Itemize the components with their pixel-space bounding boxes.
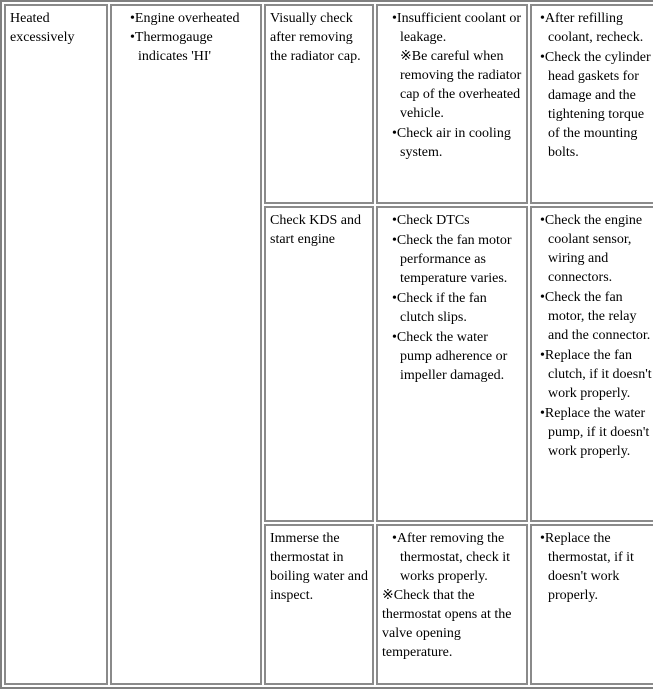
list-item: • Engine overheated [130,9,257,28]
list-item: • Thermogauge indicates 'HI' [130,28,257,66]
list-item: • Check the water pump adherence or impeller damaged. [392,328,523,385]
symptom-cell [4,4,108,685]
list-item: • Check the engine coolant sensor, wiring and connectors. [540,211,653,287]
causes-list [382,529,523,586]
causes-list [392,9,523,47]
remedies-cell [530,524,653,685]
causes-cell [376,206,528,522]
remedies-list [540,529,653,605]
signs-cell [110,4,262,685]
caution-note: ※Check that the thermostat opens at the valve opening temperature. [382,588,512,660]
table-row [4,4,653,204]
list-item: • Check air in cooling system. [392,124,523,162]
check-text: Immerse the thermostat in boiling water and inspect. [270,531,368,603]
check-cell [264,4,374,204]
list-item: • Replace the thermostat, if it doesn't work properly. [540,529,653,605]
remedies-list [540,211,653,461]
causes-cell [376,4,528,204]
list-item: • Check the cylinder head gaskets for damage and the tightening torque of the mounting bolts. [540,48,653,162]
list-item: • After removing the thermostat, check it works properly. [392,529,523,586]
check-text: Visually check after removing the radiator cap. [270,11,361,64]
causes-list [392,211,523,385]
list-item: • Check the fan motor performance as temperature varies. [392,231,523,288]
remedies-cell [530,4,653,204]
check-cell [264,524,374,685]
check-text: Check KDS and start engine [270,213,361,247]
symptom-text: Heated excessively [10,11,75,45]
list-item: • Check DTCs [392,211,523,230]
remedies-cell [530,206,653,522]
list-item: • Replace the fan clutch, if it doesn't work properly. [540,346,653,403]
check-cell [264,206,374,522]
causes-cell [376,524,528,685]
caution-note: ※Be careful when removing the radiator cap of the overheated vehicle. [400,49,522,121]
list-item: • Check if the fan clutch slips. [392,289,523,327]
causes-list [392,124,523,162]
list-item: • Insufficient coolant or leakage. [392,9,523,47]
list-item: • After refilling coolant, recheck. [540,9,653,47]
signs-list [130,9,257,66]
list-item: • Check the fan motor, the relay and the connector. [540,288,653,345]
remedies-list [540,9,653,162]
list-item: • Replace the water pump, if it doesn't work properly. [540,404,653,461]
